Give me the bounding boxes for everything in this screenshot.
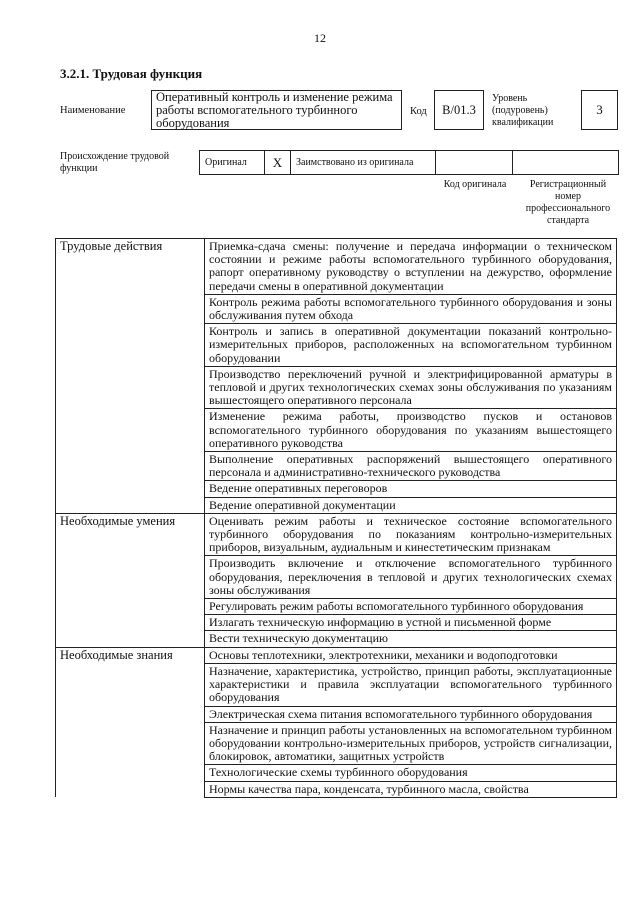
table-row xyxy=(56,294,617,323)
functions-table xyxy=(55,238,617,798)
item-cell: Электрическая схема питания вспомогательного турбинного оборудования xyxy=(205,706,617,722)
item-cell: Производить включение и отключение вспомогательного турбинного оборудования, переключения в тепловой и других технологических схемах зоны обслуживания xyxy=(205,556,617,599)
item-cell: Ведение оперативных переговоров xyxy=(205,481,617,497)
category-cell-empty xyxy=(56,599,205,615)
table-row xyxy=(56,366,617,409)
item-cell: Вести техническую документацию xyxy=(205,631,617,647)
table-row xyxy=(56,647,617,663)
code-label: Код xyxy=(410,106,427,117)
item-cell: Выполнение оперативных распоряжений вышестоящего оперативного персонала и административно-технического руководства xyxy=(205,452,617,481)
table-row xyxy=(56,513,617,556)
category-cell-empty xyxy=(56,481,205,497)
origin-original: Оригинал xyxy=(200,151,265,174)
category-cell-empty xyxy=(56,556,205,599)
item-cell: Производство переключений ручной и электрифицированной арматуры в тепловой и других технологических схемах зоны обслуживания по указаниям вышестоящего оперативного персонала xyxy=(205,366,617,409)
item-cell: Основы теплотехники, электротехники, механики и водоподготовки xyxy=(205,647,617,663)
page-number: 12 xyxy=(314,31,326,45)
category-cell-empty xyxy=(56,615,205,631)
category-cell-empty xyxy=(56,663,205,706)
origin-borrowed: Заимствовано из оригинала xyxy=(291,151,436,174)
category-cell-empty xyxy=(56,497,205,513)
category-cell: Необходимые знания xyxy=(56,647,205,663)
category-cell-empty xyxy=(56,781,205,797)
item-cell: Технологические схемы турбинного оборудования xyxy=(205,765,617,781)
table-row xyxy=(56,765,617,781)
origin-code-cell xyxy=(436,151,513,174)
section-title: 3.2.1. Трудовая функция xyxy=(60,66,203,81)
category-cell: Необходимые умения xyxy=(56,513,205,556)
category-cell-empty xyxy=(56,706,205,722)
table-row xyxy=(56,663,617,706)
item-cell: Назначение, характеристика, устройство, принцип работы, эксплуатационные характеристики и правила эксплуатации вспомогательного турбинного оборудования xyxy=(205,663,617,706)
category-cell-empty xyxy=(56,722,205,765)
origin-reg-cell xyxy=(513,151,618,174)
reg-number-label: Регистрационный номер профессионального стандарта xyxy=(525,179,611,226)
name-value: Оперативный контроль и изменение режима работы вспомогательного турбинного оборудования xyxy=(151,90,402,130)
category-cell: Трудовые действия xyxy=(56,239,205,295)
level-label: Уровень (подуровень) квалификации xyxy=(492,93,554,128)
category-cell-empty xyxy=(56,765,205,781)
code-original-label: Код оригинала xyxy=(443,179,507,190)
category-cell-empty xyxy=(56,409,205,452)
table-row xyxy=(56,615,617,631)
item-cell: Контроль режима работы вспомогательного турбинного оборудования и зоны обслуживания путем обхода xyxy=(205,294,617,323)
table-row xyxy=(56,781,617,797)
table-row xyxy=(56,481,617,497)
origin-row xyxy=(199,150,619,175)
origin-label: Происхождение трудовой функции xyxy=(60,151,170,174)
item-cell: Контроль и запись в оперативной документации показаний контрольно-измерительных приборов, расположенных на вспомогательном турбинном оборудовании xyxy=(205,324,617,367)
item-cell: Оценивать режим работы и техническое состояние вспомогательного турбинного оборудования по показаниям контрольно-измерительных приборов, визуальным, аудиальным и кинестетическим признакам xyxy=(205,513,617,556)
category-cell-empty xyxy=(56,631,205,647)
table-row xyxy=(56,556,617,599)
table-row xyxy=(56,452,617,481)
category-cell-empty xyxy=(56,324,205,367)
table-row xyxy=(56,706,617,722)
category-cell-empty xyxy=(56,294,205,323)
item-cell: Регулировать режим работы вспомогательного турбинного оборудования xyxy=(205,599,617,615)
table-row xyxy=(56,631,617,647)
code-value: В/01.3 xyxy=(434,90,484,130)
item-cell: Излагать техническую информацию в устной и письменной форме xyxy=(205,615,617,631)
item-cell: Ведение оперативной документации xyxy=(205,497,617,513)
category-cell-empty xyxy=(56,366,205,409)
item-cell: Приемка-сдача смены: получение и передача информации о техническом состоянии и режиме работы вспомогательного турбинного оборудования, рапорт оперативному руководству о вступлении на дежурство, оформление передачи смены в оперативной документации xyxy=(205,239,617,295)
table-row xyxy=(56,324,617,367)
table-row xyxy=(56,497,617,513)
category-cell-empty xyxy=(56,452,205,481)
origin-mark: X xyxy=(265,151,291,174)
table-row xyxy=(56,239,617,295)
table-row xyxy=(56,409,617,452)
item-cell: Изменение режима работы, производство пусков и остановов вспомогательного турбинного оборудования по указаниям вышестоящего оперативного руководства xyxy=(205,409,617,452)
table-row xyxy=(56,722,617,765)
name-label: Наименование xyxy=(60,105,126,116)
level-value: 3 xyxy=(581,90,618,130)
table-row xyxy=(56,599,617,615)
item-cell: Назначение и принцип работы установленных на вспомогательном турбинном оборудовании контрольно-измерительных приборов, устройств сигнализации, блокировок, автоматики, защитных устройств xyxy=(205,722,617,765)
item-cell: Нормы качества пара, конденсата, турбинного масла, свойства xyxy=(205,781,617,797)
